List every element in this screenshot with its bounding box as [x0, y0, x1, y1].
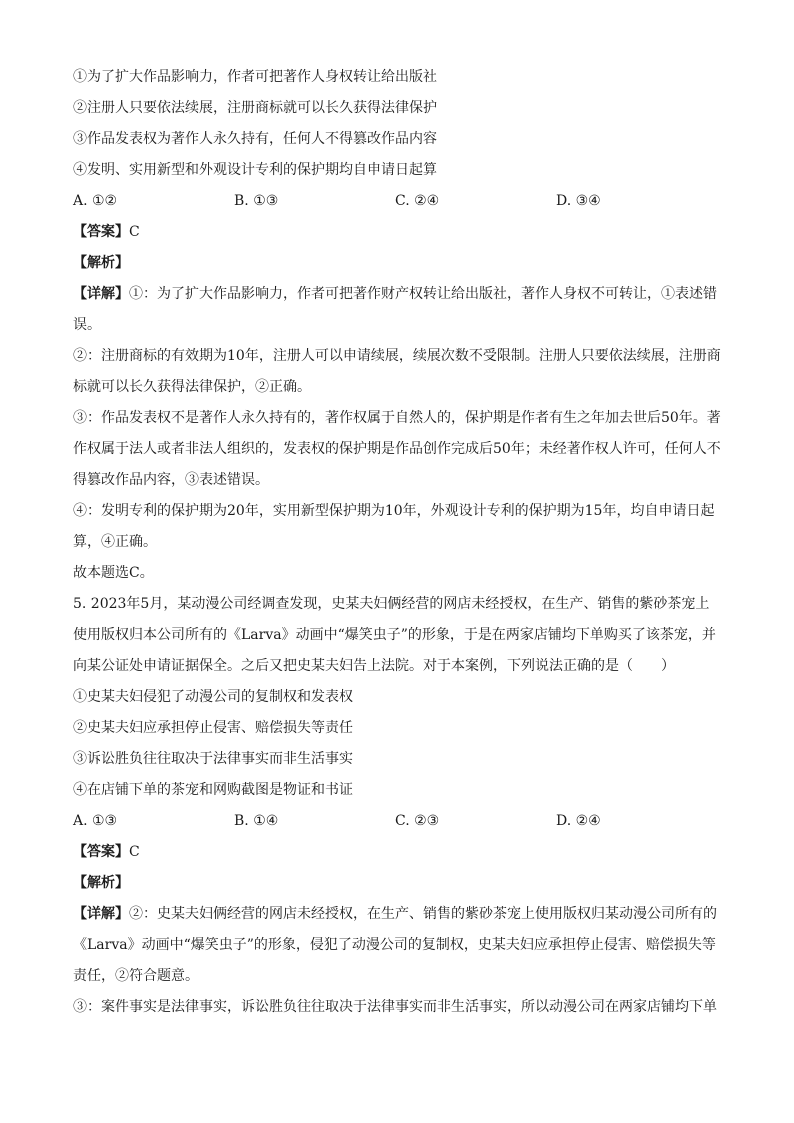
q5-answer-value: C: [129, 844, 140, 860]
q5-statement-4: ④在店铺下单的茶宠和网购截图是物证和书证: [73, 782, 353, 798]
q5-detail-text-1: ②：史某夫妇俩经营的网店未经授权，在生产、销售的紫砂茶宠上使用版权归某动漫公司所有的《Larva》动画中“爆笑虫子”的形象，侵犯了动漫公司的复制权，史某夫妇应承担停止侵害、赔偿损失等责任，②符合题意。: [73, 906, 717, 984]
document-page: [73, 62, 723, 1023]
q4-detail-text-1: ①：为了扩大作品影响力，作者可把著作财产权转让给出版社，著作人身权不可转让，①表述错误。: [73, 286, 717, 333]
q5-option-a: A. ①③: [73, 813, 118, 829]
q4-detail-tag: 【详解】: [73, 286, 129, 302]
q4-options: [73, 186, 723, 217]
q4-statement-1: ①为了扩大作品影响力，作者可把著作人身权转让给出版社: [73, 69, 437, 85]
q5-option-c: C. ②③: [395, 813, 440, 829]
q4-statement-2: ②注册人只要依法续展，注册商标就可以长久获得法律保护: [73, 100, 437, 116]
q5-detail-2: ③：案件事实是法律事实，诉讼胜负往往取决于法律事实而非生活事实，所以动漫公司在两家店铺均下单: [73, 999, 717, 1015]
q5-option-d: D. ②④: [556, 813, 601, 829]
q5-detail-tag: 【详解】: [73, 906, 129, 922]
q4-detail-3: ③：作品发表权不是著作人永久持有的，著作权属于自然人的，保护期是作者有生之年加去世后50年。著作权属于法人或者非法人组织的，发表权的保护期是作品创作完成后50年；未经著作权人许可，任何人不得篡改作品内容，③表述错误。: [73, 410, 721, 488]
q5-statement-1: ①史某夫妇侵犯了动漫公司的复制权和发表权: [73, 689, 353, 705]
q4-answer-tag: 【答案】: [73, 224, 129, 240]
q4-answer-value: C: [129, 224, 140, 240]
q5-statement-2: ②史某夫妇应承担停止侵害、赔偿损失等责任: [73, 720, 353, 736]
q5-option-b: B. ①④: [234, 813, 279, 829]
q4-detail-1: [73, 279, 723, 341]
q5-analysis-line: [73, 868, 723, 899]
q4-conclusion: 故本题选C。: [73, 565, 154, 581]
q4-option-d: D. ③④: [556, 193, 601, 209]
q4-detail-2: ②：注册商标的有效期为10年，注册人可以申请续展，续展次数不受限制。注册人只要依法续展，注册商标就可以长久获得法律保护，②正确。: [73, 348, 721, 395]
q4-statement-4: ④发明、实用新型和外观设计专利的保护期均自申请日起算: [73, 162, 437, 178]
q5-options: [73, 806, 723, 837]
q5-detail-1: [73, 899, 723, 992]
q4-analysis-tag: 【解析】: [73, 255, 129, 271]
q4-analysis-line: [73, 248, 723, 279]
q5-stem: 5. 2023年5月，某动漫公司经调查发现，史某夫妇俩经营的网店未经授权，在生产、销售的紫砂茶宠上使用版权归本公司所有的《Larva》动画中“爆笑虫子”的形象，于是在两家店铺均下单购买了该茶宠，并向某公证处申请证据保全。之后又把史某夫妇告上法院。对于本案例，下列说法正确的是（ ）: [73, 596, 716, 674]
q5-analysis-tag: 【解析】: [73, 875, 129, 891]
q4-statement-3: ③作品发表权为著作人永久持有，任何人不得篡改作品内容: [73, 131, 437, 147]
q5-answer-tag: 【答案】: [73, 844, 129, 860]
q5-statement-3: ③诉讼胜负往往取决于法律事实而非生活事实: [73, 751, 353, 767]
q4-answer-line: [73, 217, 723, 248]
q5-answer-line: [73, 837, 723, 868]
q4-option-c: C. ②④: [395, 193, 440, 209]
q4-option-b: B. ①③: [234, 193, 279, 209]
q4-option-a: A. ①②: [73, 193, 118, 209]
q4-detail-4: ④：发明专利的保护期为20年，实用新型保护期为10年，外观设计专利的保护期为15年，均自申请日起算，④正确。: [73, 503, 715, 550]
